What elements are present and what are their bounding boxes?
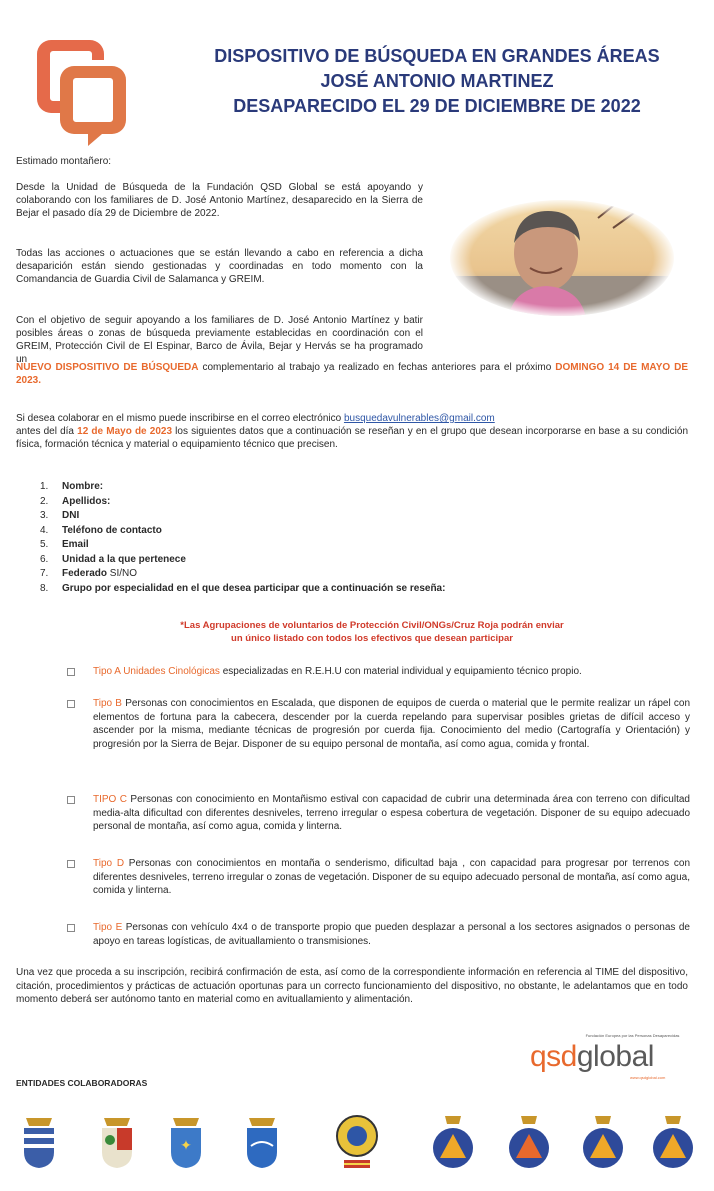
checkbox[interactable] (67, 796, 75, 804)
civil-protection-emblem-icon (648, 1112, 698, 1172)
group-description: Personas con conocimiento en Montañismo estival con capacidad de cubrir una determinada área con terreno con dificultad media-alta dificultad con diferentes desniveles, terreno irregular o espesa cobertura de vegetación. Disponer de su equipo adecuado personal de montaña, así como agua, comida y linterna. (93, 794, 690, 833)
brand-url: www.qsdglobal.com (630, 1075, 666, 1080)
civil-protection-emblem-icon (428, 1112, 478, 1172)
civil-protection-emblem-icon (578, 1112, 628, 1172)
registration-deadline-date: 12 de Mayo de 2023 (77, 426, 173, 437)
coat-of-arms-icon (98, 1116, 136, 1170)
paragraph-intro: Desde la Unidad de Búsqueda de la Fundación QSD Global se está apoyando y colaborando con los familiares de D. José Antonio Martínez, desaparecido en la Sierra de Bejar el pasado día 29 de Diciembre de 2022. (16, 182, 423, 219)
brand-global: global (576, 1040, 654, 1073)
checkbox[interactable] (67, 860, 75, 868)
group-tag: Tipo E (93, 922, 123, 933)
volunteer-notice (0, 619, 714, 645)
civil-protection-emblem-icon (332, 1112, 382, 1172)
paragraph-objective-text: Con el objetivo de seguir apoyando a los familiares de D. José Antonio Martínez y batir posibles áreas o zonas de búsqueda previamente establecidas en coordinación con el GREIM, Protección Civil de El Espinar, Barco de Ávila, Bejar y Hervás se ha programado un (16, 315, 423, 365)
group-description: Personas con conocimientos en Escalada, que disponen de equipos de cuerda o material que le permite realizar un rápel con elementos de fortuna para la cabecera, descender por la cuerda repelando para supervisar posibles grietas de difícil acceso y ascender por la misma, mediante técnicas de progresión por cuerda fija. Conocimiento del medio (Cartografía y Orientación) y progresión por la Sierra de Bejar. Disponer de su equipo personal de montaña, así como agua, comida y frontal. (93, 698, 691, 750)
notice-line-1: *Las Agrupaciones de voluntarios de Protección Civil/ONGs/Cruz Roja podrán enviar (180, 620, 564, 631)
entities-label: ENTIDADES COLABORADORAS (16, 1078, 148, 1088)
missing-person-photo (448, 198, 676, 318)
new-search-highlight: NUEVO DISPOSITIVO DE BÚSQUEDA (16, 362, 199, 373)
closing-paragraph: Una vez que proceda a su inscripción, recibirá confirmación de esta, así como de la correspondiente información en referencia al TIME del dispositivo, citación, procedimientos y prácticas de actuación oportunas para un correcto funcionamiento del dispositivo, no obstante, le adelantamos que en todo momento deberá ser autónomo tanto en material como en avituallamiento y alimentación. (16, 967, 688, 1006)
paragraph-objective-end (16, 361, 688, 387)
qsdglobal-logo (530, 1040, 654, 1074)
group-description: Personas con conocimientos en montaña o senderismo, dificultad baja , con capacidad para progresar por terrenos con diferentes desniveles, terreno irregular o zonas de vegetación. Disponer de su equipo adecuado personal de montaña, así como agua, comida y linterna. (93, 858, 691, 897)
list-item: 1. Nombre: (40, 481, 104, 492)
group-tag: Tipo A Unidades Cinológicas (93, 666, 220, 677)
group-description: especializadas en R.E.H.U con material individual y equipamiento técnico propio. (219, 666, 582, 677)
brand-qsd: qsd (530, 1040, 577, 1073)
list-item: 8. Grupo por especialidad en el que desea participar que a continuación se reseña: (40, 582, 446, 594)
group-option-e (55, 921, 690, 948)
civil-protection-emblem-icon (504, 1112, 554, 1172)
list-item: 4. Teléfono de contacto (40, 524, 162, 536)
checkbox[interactable] (67, 700, 75, 708)
required-data-list (40, 480, 660, 596)
list-item: 7. Federado SI/NO (40, 568, 138, 579)
document-title (0, 44, 714, 119)
checkbox[interactable] (67, 668, 75, 676)
checkbox[interactable] (67, 924, 75, 932)
group-option-c (55, 793, 690, 834)
contact-email-link[interactable]: busquedavulnerables@gmail.com (343, 413, 495, 424)
group-tag: TIPO C (93, 794, 127, 805)
title-line-3: DESAPARECIDO EL 29 DE DICIEMBRE DE 2022 (233, 96, 641, 116)
group-option-a (55, 665, 690, 679)
notice-line-2: un único listado con todos los efectivos que desean participar (231, 633, 513, 644)
list-item: 5. Email (40, 539, 89, 550)
group-option-d (55, 857, 690, 898)
list-item: 6. Unidad a la que pertenece (40, 553, 186, 565)
coat-of-arms-icon (167, 1116, 205, 1170)
title-line-2: JOSÉ ANTONIO MARTINEZ (320, 71, 554, 91)
paragraph-registration (16, 412, 688, 451)
paragraph-objective-start (16, 314, 423, 366)
registration-text: Si desea colaborar en el mismo puede inscribirse en el correo electrónico (16, 413, 342, 424)
title-line-1: DISPOSITIVO DE BÚSQUEDA EN GRANDES ÁREAS (214, 46, 660, 66)
paragraph-objective-continuation: complementario al trabajo ya realizado en fechas anteriores para el próximo (202, 362, 552, 373)
svg-text:✦: ✦ (180, 1138, 192, 1154)
search-date-highlight: DOMINGO 14 DE MAYO DE 2023. (16, 362, 689, 386)
portrait-image-icon (448, 198, 676, 318)
group-option-b (55, 697, 690, 751)
coat-of-arms-icon (243, 1116, 281, 1170)
list-item: 2. Apellidos: (40, 495, 111, 507)
brand-tagline: Fundación Europea por las Personas Desaparecidas (585, 1033, 680, 1038)
registration-deadline-text: antes del día (16, 426, 74, 437)
group-description: Personas con vehículo 4x4 o de transporte propio que pueden desplazar a personal a los sectores asignados o personas de apoyo en tareas logísticas, de avituallamiento o transmisiones. (93, 922, 690, 947)
group-tag: Tipo B (93, 698, 122, 709)
list-item: 3. DNI (40, 510, 80, 521)
paragraph-coordination: Todas las acciones o actuaciones que se están llevando a cabo en referencia a dicha desaparición están siendo gestionadas y coordinadas en todo momento con la Comandancia de Guardia Civil de Salamanca y GREIM. (16, 248, 423, 285)
group-tag: Tipo D (93, 858, 125, 869)
coat-of-arms-icon (20, 1116, 58, 1170)
registration-details-text: los siguientes datos que a continuación se reseñan y en el grupo que desean incorporarse en base a su condición física, formación técnica y material o equipamiento técnico que precisen. (16, 426, 689, 450)
greeting: Estimado montañero: (16, 156, 112, 167)
